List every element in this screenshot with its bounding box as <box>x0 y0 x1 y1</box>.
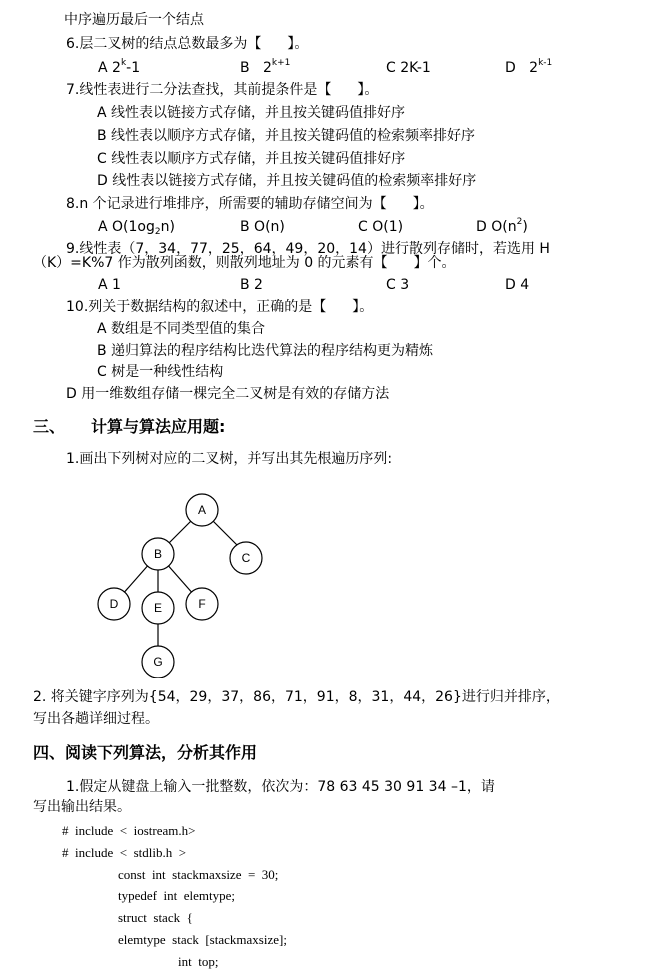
q6-bracket-end: 】。 <box>287 36 309 52</box>
section-3-number: 三、 <box>33 417 66 436</box>
q9-bracket-end: 】个。 <box>413 255 456 271</box>
tree-diagram <box>90 488 270 678</box>
q9-option-b: B 2 <box>240 277 263 293</box>
tree-label-f: F <box>198 597 206 611</box>
q6-option-c: C 2K-1 <box>386 60 431 76</box>
tree-label-c: C <box>241 551 251 565</box>
tree-label-a: A <box>197 503 207 517</box>
code-line: const int stackmaxsize = 30; <box>118 867 279 882</box>
tree-label-g: G <box>153 655 163 669</box>
section-3-heading <box>33 416 225 438</box>
q8-option-a: A $O(1og_2n)$ <box>98 219 175 237</box>
q9-line-1: 9.线性表（7，34，77，25，64，49，20，14）进行散列存储时，若选用 H <box>66 241 550 257</box>
q8-option-d: D $O(n^2)$ <box>476 217 528 235</box>
code-line: typedef int elemtype; <box>118 888 235 903</box>
q6-option-b: B $2^{k+1}$ <box>240 58 291 76</box>
section-3-question-2-line-1: 2. 将关键字序列为{54，29，37，86，71，91，8，31，44，26}进行归并排序， <box>33 689 560 705</box>
code-line: struct stack { <box>118 910 193 925</box>
question-8 <box>66 195 434 213</box>
tree-label-e: E <box>153 601 163 615</box>
section-4-question-1-line-1: 1.假定从键盘上输入一批整数，依次为：78 63 45 30 91 34 –1，请 <box>66 779 495 795</box>
q10-bracket-end: 】。 <box>352 299 374 315</box>
q8-bracket-end: 】。 <box>412 196 434 212</box>
q9-option-d: D 4 <box>505 277 530 293</box>
tree-label-b: B <box>153 547 163 561</box>
q6-option-d: D 2$^{k-1}$ <box>505 58 553 76</box>
code-line: int top; <box>178 954 219 969</box>
code-line: # include < stdlib.h > <box>62 845 187 860</box>
q7-option-b: B 线性表以顺序方式存储，并且按关键码值的检索频率排好序 <box>97 128 476 144</box>
code-line: elemtype stack [stackmaxsize]; <box>118 932 287 947</box>
q7-option-a: A 线性表以链接方式存储，并且按关键码值排好序 <box>97 105 406 121</box>
q7-stem: 7.线性表进行二分法查找，其前提条件是【 <box>66 82 332 98</box>
q8-option-b: B O(n) <box>240 219 285 235</box>
question-10 <box>66 298 373 316</box>
q10-option-c: C 树是一种线性结构 <box>97 364 224 380</box>
q7-bracket-end: 】。 <box>357 82 379 98</box>
code-line: # include < iostream.h> <box>62 823 196 838</box>
q9-option-c: C 3 <box>386 277 410 293</box>
q6-option-a: A 2$^k$-1 <box>98 58 141 76</box>
q10-option-d: D 用一维数组存储一棵完全二叉树是有效的存储方法 <box>66 386 390 402</box>
question-6 <box>66 35 308 53</box>
q7-option-d: D 线性表以链接方式存储，并且按关键码值的检索频率排好序 <box>97 173 477 189</box>
q9-line-2: （K）=K%7 作为散列函数，则散列地址为 0 的元素有【 】个。 <box>33 255 456 271</box>
section-3-title: 计算与算法应用题: <box>91 417 226 436</box>
continuation-text: 中序遍历最后一个结点 <box>64 12 204 28</box>
question-7 <box>66 81 378 99</box>
section-4-question-1-line-2: 写出输出结果。 <box>33 799 131 815</box>
q7-option-c: C 线性表以顺序方式存储，并且按关键码值排好序 <box>97 151 406 167</box>
q6-stem: 6.层二叉树的结点总数最多为【 <box>66 36 262 52</box>
tree-label-d: D <box>109 597 119 611</box>
section-3-question-2-line-2: 写出各趟详细过程。 <box>33 711 159 727</box>
q8-option-c: C O(1) <box>358 219 404 235</box>
section-4-heading: 四、阅读下列算法，分析其作用 <box>33 743 258 762</box>
section-3-question-1: 1.画出下列树对应的二叉树，并写出其先根遍历序列: <box>66 451 393 467</box>
q10-stem: 10.列关于数据结构的叙述中，正确的是【 <box>66 299 327 315</box>
q8-stem: 8.n 个记录进行堆排序，所需要的辅助存储空间为【 <box>66 196 387 212</box>
q10-option-a: A 数组是不同类型值的集合 <box>97 321 266 337</box>
q10-option-b: B 递归算法的程序结构比迭代算法的程序结构更为精炼 <box>97 343 434 359</box>
q9-option-a: A 1 <box>98 277 121 293</box>
